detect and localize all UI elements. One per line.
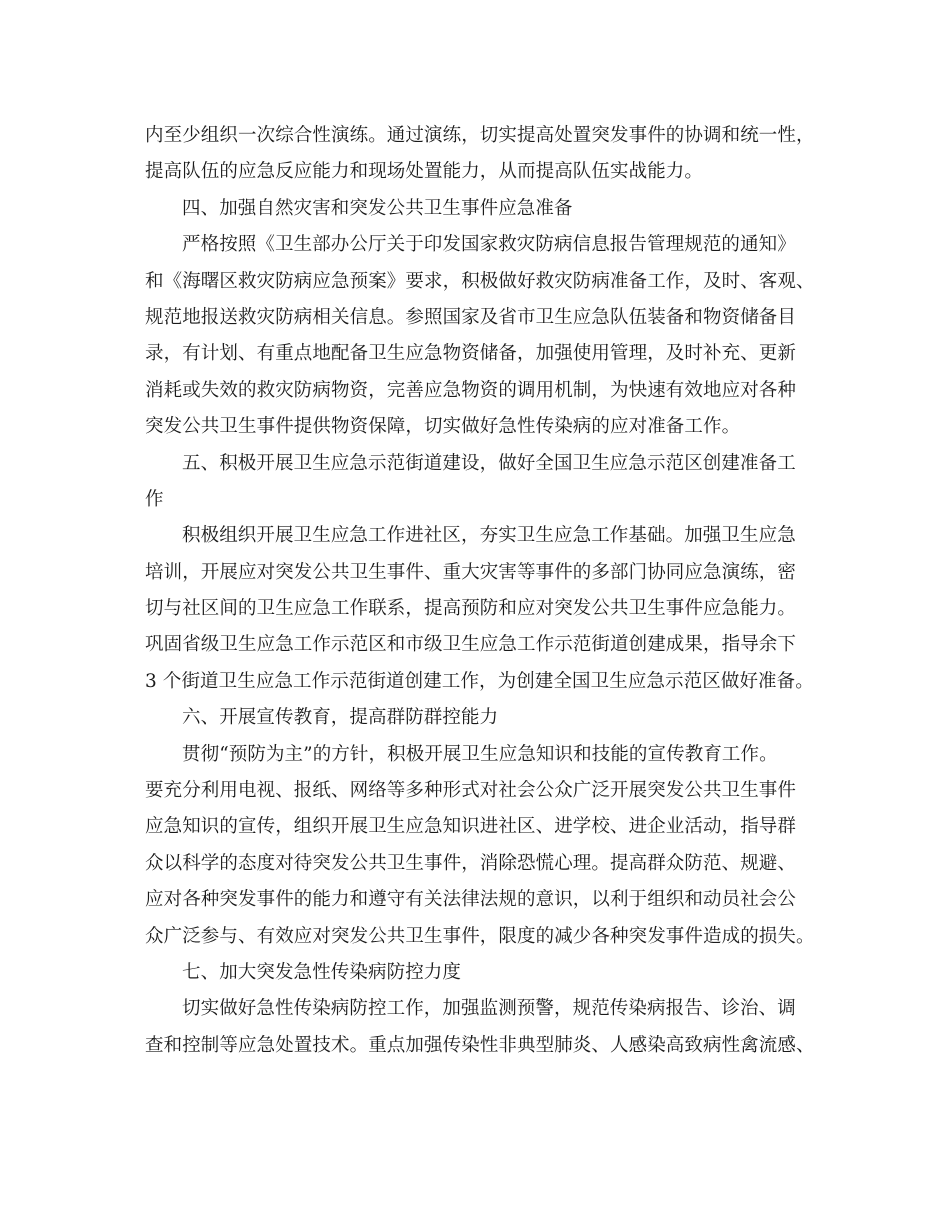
section-heading: 五、积极开展卫生应急示范街道建设，做好全国卫生应急示范区创建准备工 bbox=[182, 452, 796, 474]
text-line: 贯彻“预防为主”的方针，积极开展卫生应急知识和技能的宣传教育工作。 bbox=[182, 743, 778, 765]
text-line: 众广泛参与、有效应对突发公共卫生事件，限度的减少各种突发事件造成的损失。 bbox=[145, 925, 815, 947]
text-line: 应对各种突发事件的能力和遵守有关法律法规的意识，以利于组织和动员社会公 bbox=[145, 889, 797, 911]
text-line: 规范地报送救灾防病相关信息。参照国家及省市卫生应急队伍装备和物资储备目 bbox=[145, 306, 797, 328]
text-line: 巩固省级卫生应急工作示范区和市级卫生应急工作示范街道创建成果，指导余下 bbox=[145, 634, 797, 656]
text-line: 严格按照《卫生部办公厅关于印发国家救灾防病信息报告管理规范的通知》 bbox=[182, 234, 796, 256]
text-line: 突发公共卫生事件提供物资保障，切实做好急性传染病的应对准备工作。 bbox=[145, 416, 741, 438]
section-heading-continued: 作 bbox=[145, 488, 164, 510]
text-line: 众以科学的态度对待突发公共卫生事件，消除恐慌心理。提高群众防范、规避、 bbox=[145, 852, 797, 874]
text-line: 内至少组织一次综合性演练。通过演练，切实提高处置突发事件的协调和统一性， bbox=[145, 125, 815, 146]
section-heading: 四、加强自然灾害和突发公共卫生事件应急准备 bbox=[182, 197, 573, 219]
text-line: 要充分利用电视、报纸、网络等多种形式对社会公众广泛开展突发公共卫生事件 bbox=[145, 780, 797, 802]
text-line: 和《海曙区救灾防病应急预案》要求，积极做好救灾防病准备工作，及时、客观、 bbox=[145, 270, 815, 292]
document-page bbox=[145, 118, 815, 1064]
text-line: 积极组织开展卫生应急工作进社区，夯实卫生应急工作基础。加强卫生应急 bbox=[182, 525, 796, 547]
text-line: 切实做好急性传染病防控工作，加强监测预警，规范传染病报告、诊治、调 bbox=[182, 998, 796, 1020]
text-line: 切与社区间的卫生应急工作联系，提高预防和应对突发公共卫生事件应急能力。 bbox=[145, 598, 797, 620]
text-line: 提高队伍的应急反应能力和现场处置能力，从而提高队伍实战能力。 bbox=[145, 161, 704, 183]
text-line: 录，有计划、有重点地配备卫生应急物资储备，加强使用管理，及时补充、更新 bbox=[145, 343, 797, 365]
section-heading: 六、开展宣传教育，提高群防群控能力 bbox=[182, 707, 499, 729]
text-line: 消耗或失效的救灾防病物资，完善应急物资的调用机制，为快速有效地应对各种 bbox=[145, 379, 797, 401]
text-line: 培训，开展应对突发公共卫生事件、重大灾害等事件的多部门协同应急演练，密 bbox=[145, 561, 797, 583]
text-line: 应急知识的宣传，组织开展卫生应急知识进社区、进学校、进企业活动，指导群 bbox=[145, 816, 797, 838]
text-line: 3 个街道卫生应急工作示范街道创建工作，为创建全国卫生应急示范区做好准备。 bbox=[145, 670, 814, 692]
section-heading: 七、加大突发急性传染病防控力度 bbox=[182, 961, 462, 983]
text-line: 查和控制等应急处置技术。重点加强传染性非典型肺炎、人感染高致病性禽流感、 bbox=[145, 1034, 815, 1056]
